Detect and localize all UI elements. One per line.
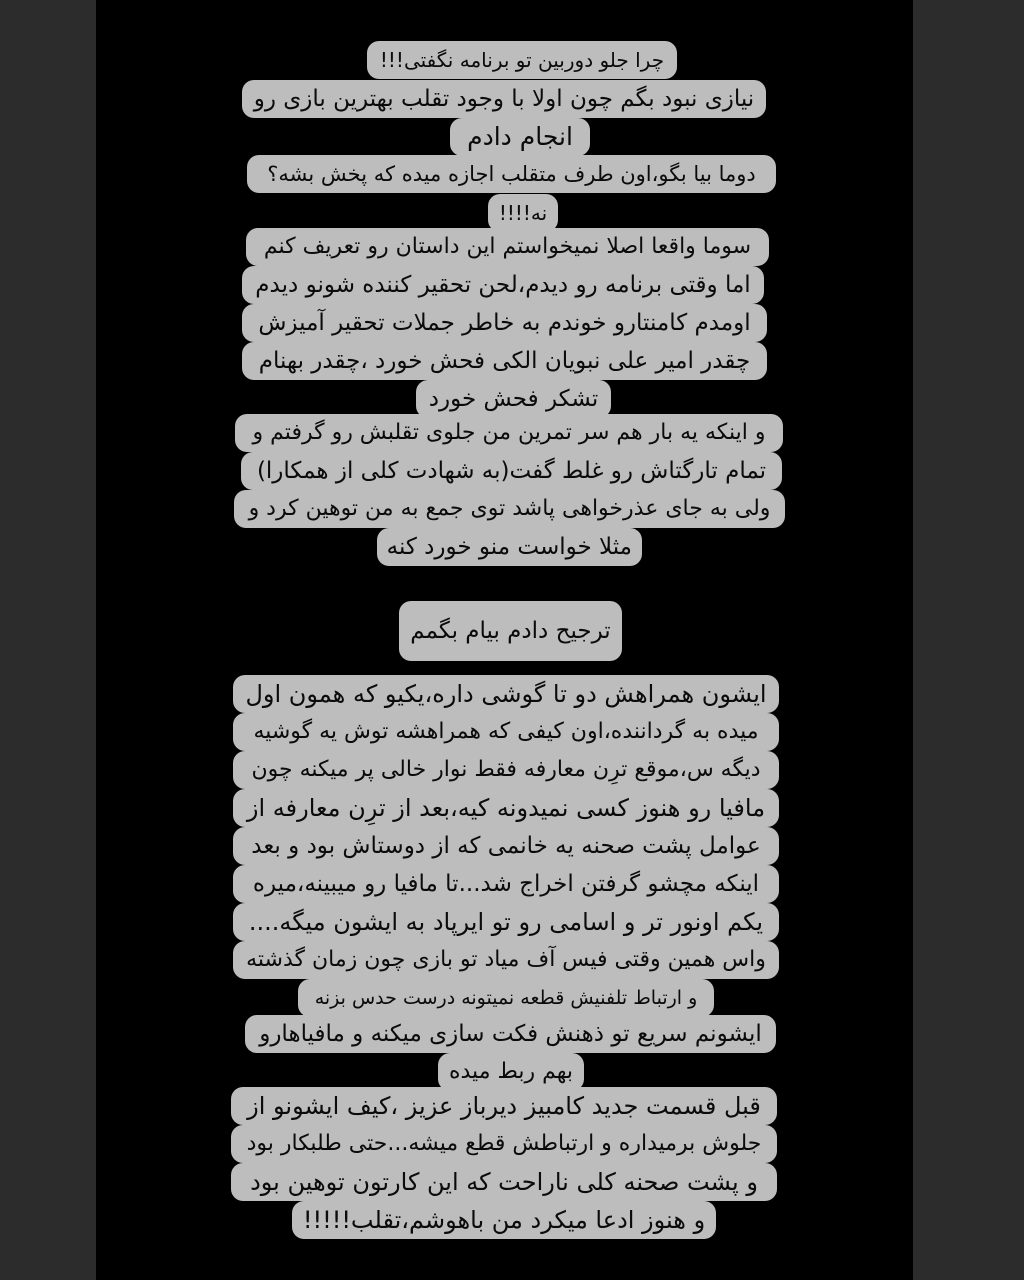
text-line: و اینکه یه بار هم سر تمرین من جلوی تقلبش رو گرفتم و (235, 414, 783, 452)
text-line: بهم ربط میده (438, 1053, 584, 1091)
text-line: ایشون همراهش دو تا گوشی داره،یکیو که همون اول (233, 675, 779, 713)
text-line: واس همین وقتی فیس آف میاد تو بازی چون زمان گذشته (233, 941, 779, 979)
text-line: یکم اونور تر و اسامی رو تو ایرپاد به ایشون میگه.... (233, 903, 779, 941)
text-line: ولی به جای عذرخواهی پاشد توی جمع به من توهین کرد و (234, 490, 785, 528)
story-frame (96, 0, 913, 1280)
text-line: اومدم کامنتارو خوندم به خاطر جملات تحقیر آمیزش (242, 304, 767, 342)
text-line: چرا جلو دوربین تو برنامه نگفتی!!! (367, 41, 677, 79)
text-line: قبل قسمت جدید کامبیز دیرباز عزیز ،کیف ایشونو از (231, 1087, 777, 1125)
text-line: انجام دادم (450, 118, 590, 156)
text-line: و ارتباط تلفنیش قطعه نمیتونه درست حدس بزنه (298, 979, 714, 1017)
text-line: و پشت صحنه کلی ناراحت که این کارتون توهین بود (231, 1163, 777, 1201)
text-line: دوما بیا بگو،اون طرف متقلب اجازه میده که پخش بشه؟ (247, 155, 776, 193)
text-line: عوامل پشت صحنه یه خانمی که از دوستاش بود و بعد (233, 827, 779, 865)
text-line: جلوش برمیداره و ارتباطش قطع میشه...حتی طلبکار بود (231, 1125, 777, 1163)
text-line: میده به گرداننده،اون کیفی که همراهشه توش یه گوشیه (233, 713, 779, 751)
text-line: چقدر امیر علی نبویان الکی فحش خورد ،چقدر بهنام (242, 342, 767, 380)
text-line: ترجیح دادم بیام بگمم (399, 601, 622, 661)
text-line: مافیا رو هنوز کسی نمیدونه کیه،بعد از ترِن معارفه از (233, 789, 779, 827)
text-line: سوما واقعا اصلا نمیخواستم این داستان رو تعریف کنم (246, 228, 769, 266)
text-line: تمام تارگتاش رو غلط گفت(به شهادت کلی از همکارا) (241, 452, 782, 490)
text-line: اینکه مچشو گرفتن اخراج شد...تا مافیا رو میبینه،میره (233, 865, 779, 903)
text-line: نه!!!! (488, 194, 558, 232)
text-line: تشکر فحش خورد (416, 380, 611, 418)
text-line: ایشونم سریع تو ذهنش فکت سازی میکنه و مافیاهارو (245, 1015, 776, 1053)
text-line: مثلا خواست منو خورد کنه (377, 528, 642, 566)
text-line: و هنوز ادعا میکرد من باهوشم،تقلب!!!!! (292, 1201, 716, 1239)
text-line: اما وقتی برنامه رو دیدم،لحن تحقیر کننده شونو دیدم (242, 266, 764, 304)
text-line: دیگه س،موقع ترِن معارفه فقط نوار خالی پر میکنه چون (233, 751, 779, 789)
text-line: نیازی نبود بگم چون اولا با وجود تقلب بهترین بازی رو (242, 80, 766, 118)
